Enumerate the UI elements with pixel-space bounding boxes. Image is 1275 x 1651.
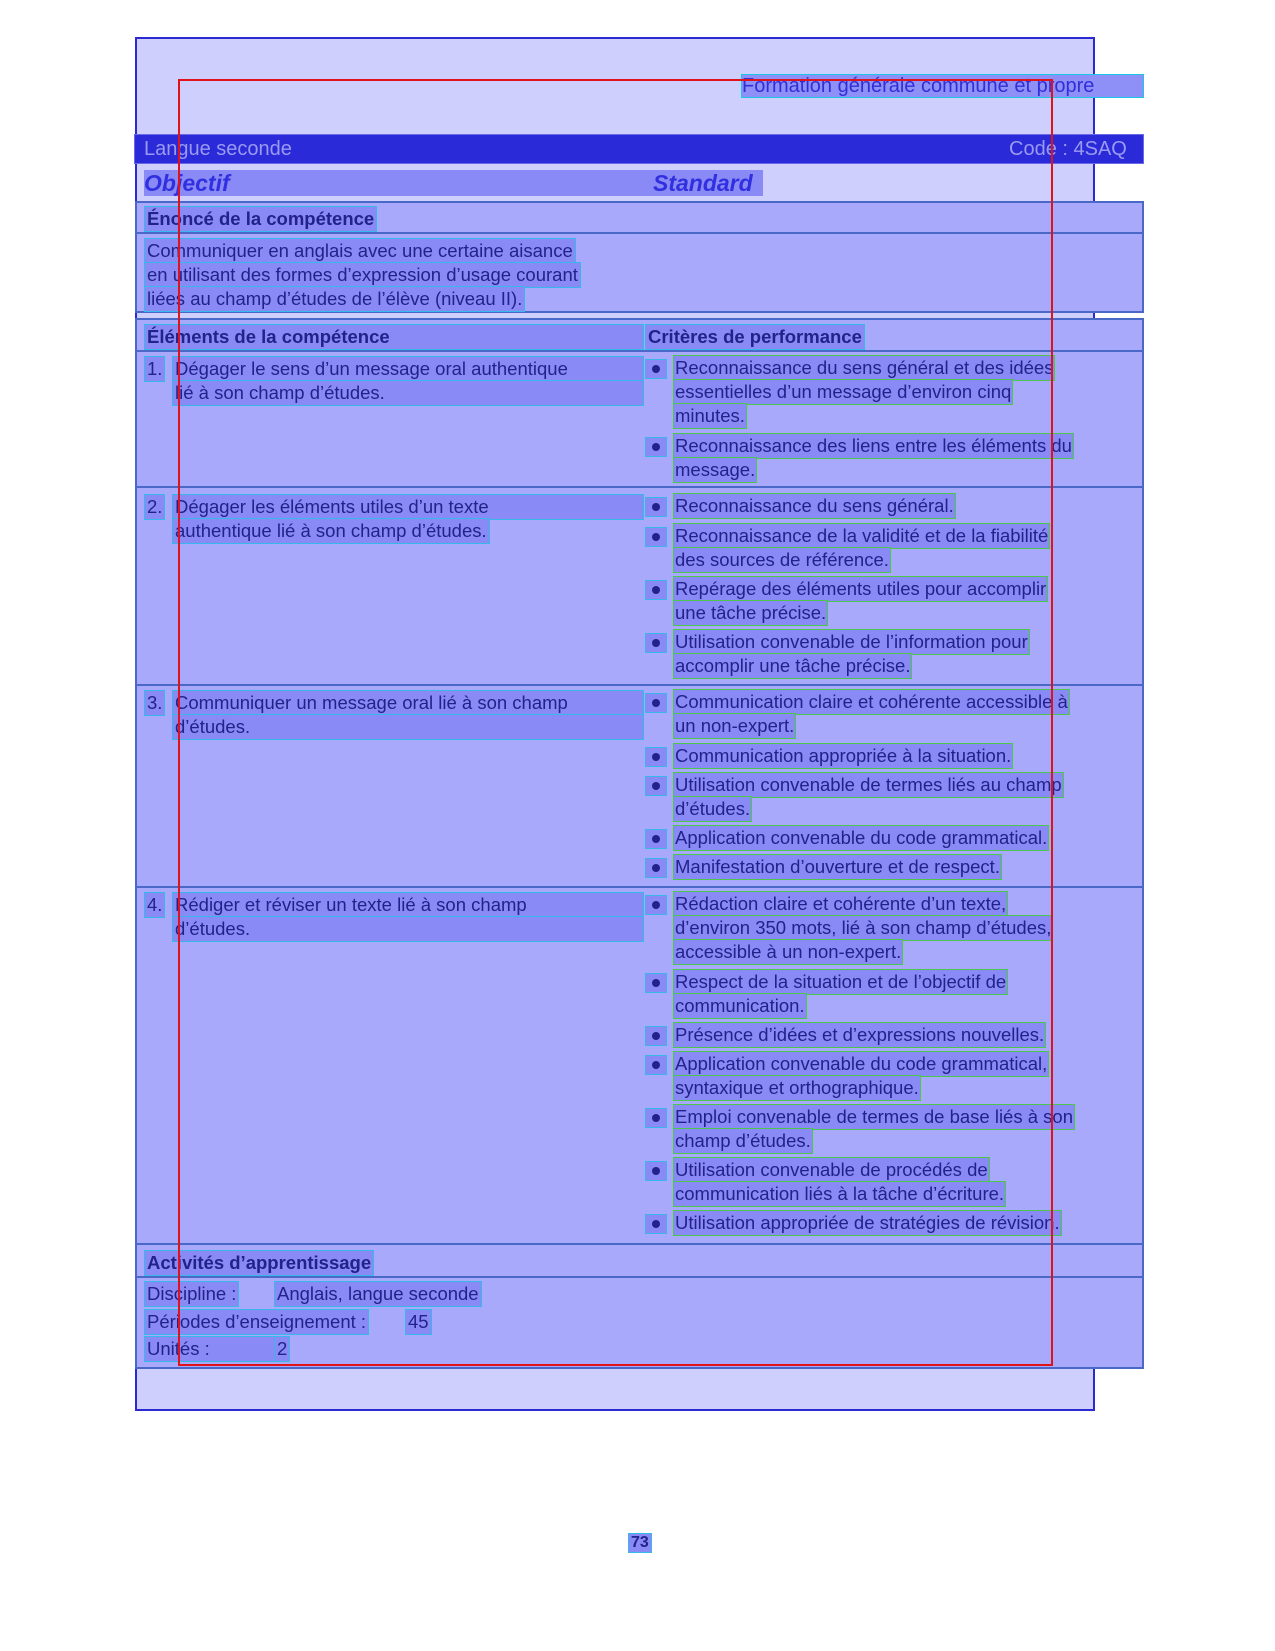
criterion-text: Utilisation convenable de procédés de — [675, 1159, 988, 1180]
element-text: Communiquer un message oral lié à son champ — [172, 690, 644, 716]
criterion-text: message. — [675, 459, 756, 480]
discipline-value: Anglais, langue seconde — [274, 1281, 482, 1307]
criterion-text: syntaxique et orthographique. — [675, 1077, 919, 1098]
standard-label: Standard — [653, 170, 763, 196]
page-number: 73 — [628, 1533, 652, 1553]
element-text: Dégager les éléments utiles d’un texte — [172, 494, 644, 520]
criterion-text: Manifestation d’ouverture et de respect. — [675, 856, 1000, 877]
element-number: 2. — [144, 494, 165, 520]
enonce-line: en utilisant des formes d’expression d’usage courant — [144, 262, 581, 288]
element-text: authentique lié à son champ d’études. — [172, 518, 490, 544]
criterion-text: Reconnaissance du sens général et des idées — [675, 357, 1054, 378]
criterion-text: des sources de référence. — [675, 549, 889, 570]
page-header-title: Formation générale commune et propre — [741, 74, 1144, 98]
criterion-text: Application convenable du code grammatical, — [675, 1053, 1048, 1074]
criterion-text: champ d’études. — [675, 1130, 811, 1151]
element-text: Dégager le sens d’un message oral authentique — [172, 356, 644, 382]
element-number: 1. — [144, 356, 165, 382]
criterion-text: essentielles d’un message d’environ cinq — [675, 381, 1012, 402]
criterion-text: d’études. — [675, 798, 751, 819]
criterion-text: une tâche précise. — [675, 602, 827, 623]
criterion-text: Respect de la situation et de l’objectif de — [675, 971, 1007, 992]
criterion-text: Application convenable du code grammatical. — [675, 827, 1048, 848]
criterion-text: Reconnaissance du sens général. — [675, 495, 954, 516]
periodes-value: 45 — [405, 1309, 432, 1335]
element-text: d’études. — [172, 714, 644, 740]
criterion-text: Rédaction claire et cohérente d’un texte, — [675, 893, 1007, 914]
unites-value: 2 — [274, 1336, 290, 1362]
enonce-heading: Énoncé de la compétence — [144, 206, 377, 232]
enonce-line: Communiquer en anglais avec une certaine aisance — [144, 238, 576, 264]
unites-label: Unités : — [144, 1336, 284, 1362]
criterion-text: accessible à un non-expert. — [675, 941, 902, 962]
criterion-text: minutes. — [675, 405, 745, 426]
criterion-text: Présence d’idées et d’expressions nouvelles. — [675, 1024, 1045, 1045]
element-number: 3. — [144, 690, 165, 716]
criterion-text: communication. — [675, 995, 805, 1016]
criterion-text: Utilisation convenable de l’information pour — [675, 631, 1028, 652]
criterion-text: Utilisation appropriée de stratégies de révision. — [675, 1212, 1060, 1233]
criterion-text: Reconnaissance de la validité et de la fiabilité — [675, 525, 1049, 546]
content-frame — [178, 79, 1053, 1366]
periodes-label: Périodes d’enseignement : — [144, 1309, 369, 1335]
criterion-text: Emploi convenable de termes de base liés à son — [675, 1106, 1073, 1127]
criterion-text: communication liés à la tâche d’écriture. — [675, 1183, 1005, 1204]
col-header-criteres: Critères de performance — [645, 324, 865, 350]
criterion-text: Repérage des éléments utiles pour accomplir — [675, 578, 1047, 599]
criterion-text: d’environ 350 mots, lié à son champ d’études, — [675, 917, 1052, 938]
objectif-label: Objectif — [144, 170, 654, 196]
criterion-text: un non-expert. — [675, 715, 795, 736]
criterion-text: Utilisation convenable de termes liés au champ — [675, 774, 1062, 795]
bar-subject: Langue seconde — [144, 138, 292, 160]
activites-heading: Activités d’apprentissage — [144, 1250, 374, 1276]
criterion-text: Communication claire et cohérente accessible à — [675, 691, 1068, 712]
element-text: d’études. — [172, 916, 644, 942]
criterion-text: Reconnaissance des liens entre les éléments du — [675, 435, 1072, 456]
bar-code: Code : 4SAQ — [1009, 138, 1127, 160]
enonce-line: liées au champ d’études de l’élève (niveau II). — [144, 286, 525, 312]
criterion-text: accomplir une tâche précise. — [675, 655, 911, 676]
criterion-text: Communication appropriée à la situation. — [675, 745, 1012, 766]
col-header-elements: Éléments de la compétence — [144, 324, 644, 350]
discipline-label: Discipline : — [144, 1281, 239, 1307]
element-number: 4. — [144, 892, 165, 918]
element-text: Rédiger et réviser un texte lié à son champ — [172, 892, 644, 918]
element-text: lié à son champ d’études. — [172, 380, 644, 406]
